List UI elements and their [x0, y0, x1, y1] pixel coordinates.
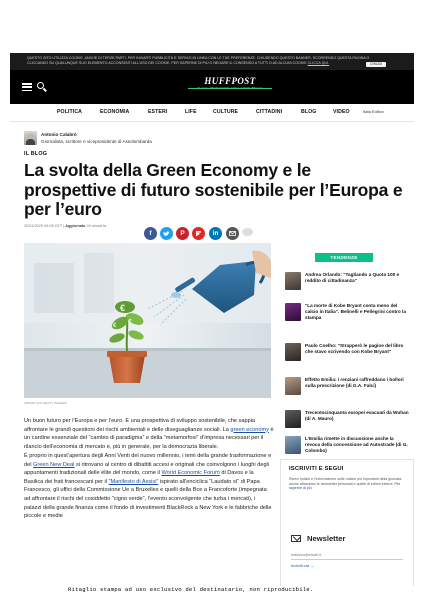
- cookie-close-button[interactable]: CHIUDI: [366, 62, 386, 67]
- author-avatar[interactable]: [24, 131, 37, 145]
- subscribe-link[interactable]: Iscriviti ora →: [291, 564, 314, 568]
- mail-icon: [291, 535, 301, 542]
- trend-thumbnail: [285, 303, 301, 321]
- tendenze-label: TENDENZE: [315, 253, 373, 262]
- logo-text: HUFFPOST: [204, 76, 256, 86]
- article-category[interactable]: IL BLOG: [24, 151, 48, 157]
- trend-item[interactable]: [285, 377, 410, 399]
- linkedin-share-icon[interactable]: in: [209, 227, 222, 240]
- article-paragraph-2: [24, 452, 274, 521]
- hero-image: [24, 243, 271, 398]
- image-credit: JIRSAK VIA GETTY IMAGES: [24, 401, 67, 405]
- signup-title: ISCRIVITI E SEGUI: [289, 466, 344, 472]
- trend-thumbnail: [285, 343, 301, 361]
- pinterest-share-icon[interactable]: P: [176, 227, 189, 240]
- updated-label: Aggiornato: [65, 224, 86, 228]
- logo-underline: [188, 88, 272, 89]
- paragraph-text: è un cardine essenziale del “cambio di paradigma” e della “metamorfosi” d’impresa necessari per il rilancio dell’economia di mercato e, più in generale, per la democrazia liberale.: [24, 426, 274, 450]
- paragraph-text: di Davos e la Basilica dei frati francescani per il: [24, 470, 254, 485]
- green-economy-link[interactable]: green economy: [230, 426, 269, 433]
- menu-icon[interactable]: [22, 83, 32, 91]
- svg-text:€: €: [120, 303, 126, 313]
- trend-item[interactable]: [285, 343, 410, 365]
- paragraph-text: È proprio in quest’apertura degli Anni Venti del nuovo millennio, i temi della grande trasformazione e del: [24, 453, 272, 468]
- trend-thumbnail: [285, 436, 301, 454]
- author-name[interactable]: Antonio Calabrò: [41, 132, 77, 137]
- trend-title[interactable]: Andrea Orlando: "Tagliando a Quota 100 e reddito di cittadinanza": [305, 272, 400, 284]
- nav-item-video[interactable]: VIDEO: [333, 109, 350, 115]
- nav-item-economia[interactable]: ECONOMIA: [100, 109, 130, 115]
- signup-box: [280, 459, 414, 586]
- site-header: [10, 70, 414, 104]
- world-economic-forum-link[interactable]: World Economic Forum: [161, 470, 220, 477]
- flipboard-share-icon[interactable]: [192, 227, 205, 240]
- signup-description: [289, 477, 405, 491]
- trend-thumbnail: [285, 410, 301, 428]
- main-nav: [10, 104, 414, 122]
- green-new-deal-link[interactable]: Green New Deal: [33, 461, 75, 468]
- nav-item-cittadini[interactable]: CITTADINI: [256, 109, 283, 115]
- trend-title[interactable]: Trecentocinquanta europei evacuati da Wuhan (di A. Mauro): [305, 410, 409, 422]
- article-date: 20/01/2020 09:08 CET | Aggiornato 24 minuti fa: [24, 224, 107, 228]
- updated-value: 24 minuti fa: [86, 224, 107, 228]
- trend-thumbnail: [285, 377, 301, 395]
- svg-text:€: €: [113, 323, 117, 329]
- trend-item[interactable]: [285, 303, 410, 325]
- manifesto-assisi-link[interactable]: “Manifesto di Assisi”: [108, 478, 159, 485]
- nav-item-esteri[interactable]: ESTERI: [148, 109, 168, 115]
- nav-item-life[interactable]: LIFE: [185, 109, 197, 115]
- cookie-banner-text: QUESTO SITO UTILIZZA COOKIE, ANCHE DI TERZE PARTI, PER INVIARTI PUBBLICITÀ E SERVIZI IN LINEA CON LE TUE PREFERENZE. CHIUDENDO QUESTO BANNER, SCORRENDO QUESTA PAGINA O CLICCANDO SU QUALUNQUE SUO ELEMENTO ACCONSENTI ALL'USO DEI COOKIE. PER SAPERNE DI PIÙ O NEGARE IL CONSENSO A TUTTI O AD ALCUNI COOKIE: [27, 56, 370, 65]
- trend-item[interactable]: [285, 272, 410, 294]
- paragraph-text: si ritrovano al centro di dibattiti accesi e originali che coinvolgono i luoghi degli appuntamenti tradizionali delle élite del mondo, come il: [24, 461, 270, 477]
- signup-more-link[interactable]: Per saperne di più: [289, 481, 401, 491]
- edition-selector[interactable]: Italia Edition: [363, 110, 384, 114]
- author-role: Giornalista, scrittore e vicepresidente di Assolombarda: [41, 139, 152, 144]
- publish-date: 20/01/2020 09:08 CET: [24, 224, 63, 228]
- cookie-banner: [10, 53, 414, 70]
- paragraph-text: Un buon futuro per l’Europa e per l’euro. E una prospettiva di sviluppo sostenibile, che sappia affrontare le grandi questioni dei rischi ambientali e delle diseguaglianze sociali. La: [24, 418, 256, 433]
- signup-desc-text: Ricevi notizie e l'informazione sulle notizie più importanti della giornata, anche attraverso le newsletter personali e quelle di editori esterni.: [289, 477, 403, 486]
- trend-thumbnail: [285, 272, 301, 290]
- trend-title[interactable]: L'Emilia rimette in discussione anche la revoca della concessione ad Autostrade (di G. Colombo): [305, 436, 408, 454]
- trend-title[interactable]: Effetto Emilia: i renziani raffreddano i bollori sulla prescrizione (di G.A. Falci): [305, 377, 404, 389]
- trend-title[interactable]: "La morte di Kobe Bryant conta meno del calcio in Italia". Belinelli e Pellegrini contro la stampa: [305, 303, 406, 321]
- article-paragraph-1: [24, 417, 274, 451]
- trend-item[interactable]: [285, 436, 410, 458]
- facebook-share-icon[interactable]: f: [144, 227, 157, 240]
- paragraph-text: ispirato all’enciclica “Laudato sì” di Papa Francesco, gli uffici della Commissione Ue a Bruxelles e quelli della Bce a Francoforte (impegnata ad affrontare il rischi del cosiddetto “cigno verde”, l’evento sconvolgente che turba i mercati), i palazzi della grande finanza come il fondo di investimenti BlackRock a New York e le fabbriche delle piccole e medie: [24, 478, 272, 520]
- twitter-share-icon[interactable]: [160, 227, 173, 240]
- newsletter-email-input[interactable]: [291, 551, 403, 560]
- email-share-icon[interactable]: [226, 227, 239, 240]
- comment-icon[interactable]: [242, 228, 254, 238]
- svg-text:€: €: [128, 319, 132, 326]
- article-title: La svolta della Green Economy e le prospettive di futuro sostenibile per l’Europa e per l’euro: [24, 160, 403, 219]
- page-frame: [10, 16, 414, 586]
- nav-item-culture[interactable]: CULTURE: [213, 109, 239, 115]
- trend-item[interactable]: [285, 410, 410, 432]
- nav-item-politica[interactable]: POLITICA: [57, 109, 83, 115]
- nav-item-blog[interactable]: BLOG: [301, 109, 317, 115]
- newsletter-label: Newsletter: [307, 534, 346, 543]
- trend-title[interactable]: Paulo Coelho: "Strapperò le pagine del libro che stavo scrivendo con Kobe Bryant": [305, 343, 404, 355]
- cookie-more-link[interactable]: CLICCA QUI.: [307, 60, 329, 65]
- press-clipping-stamp: Ritaglio stampa ad uso esclusivo del destinatario, non riproducibile.: [68, 586, 314, 593]
- search-icon[interactable]: [37, 82, 46, 91]
